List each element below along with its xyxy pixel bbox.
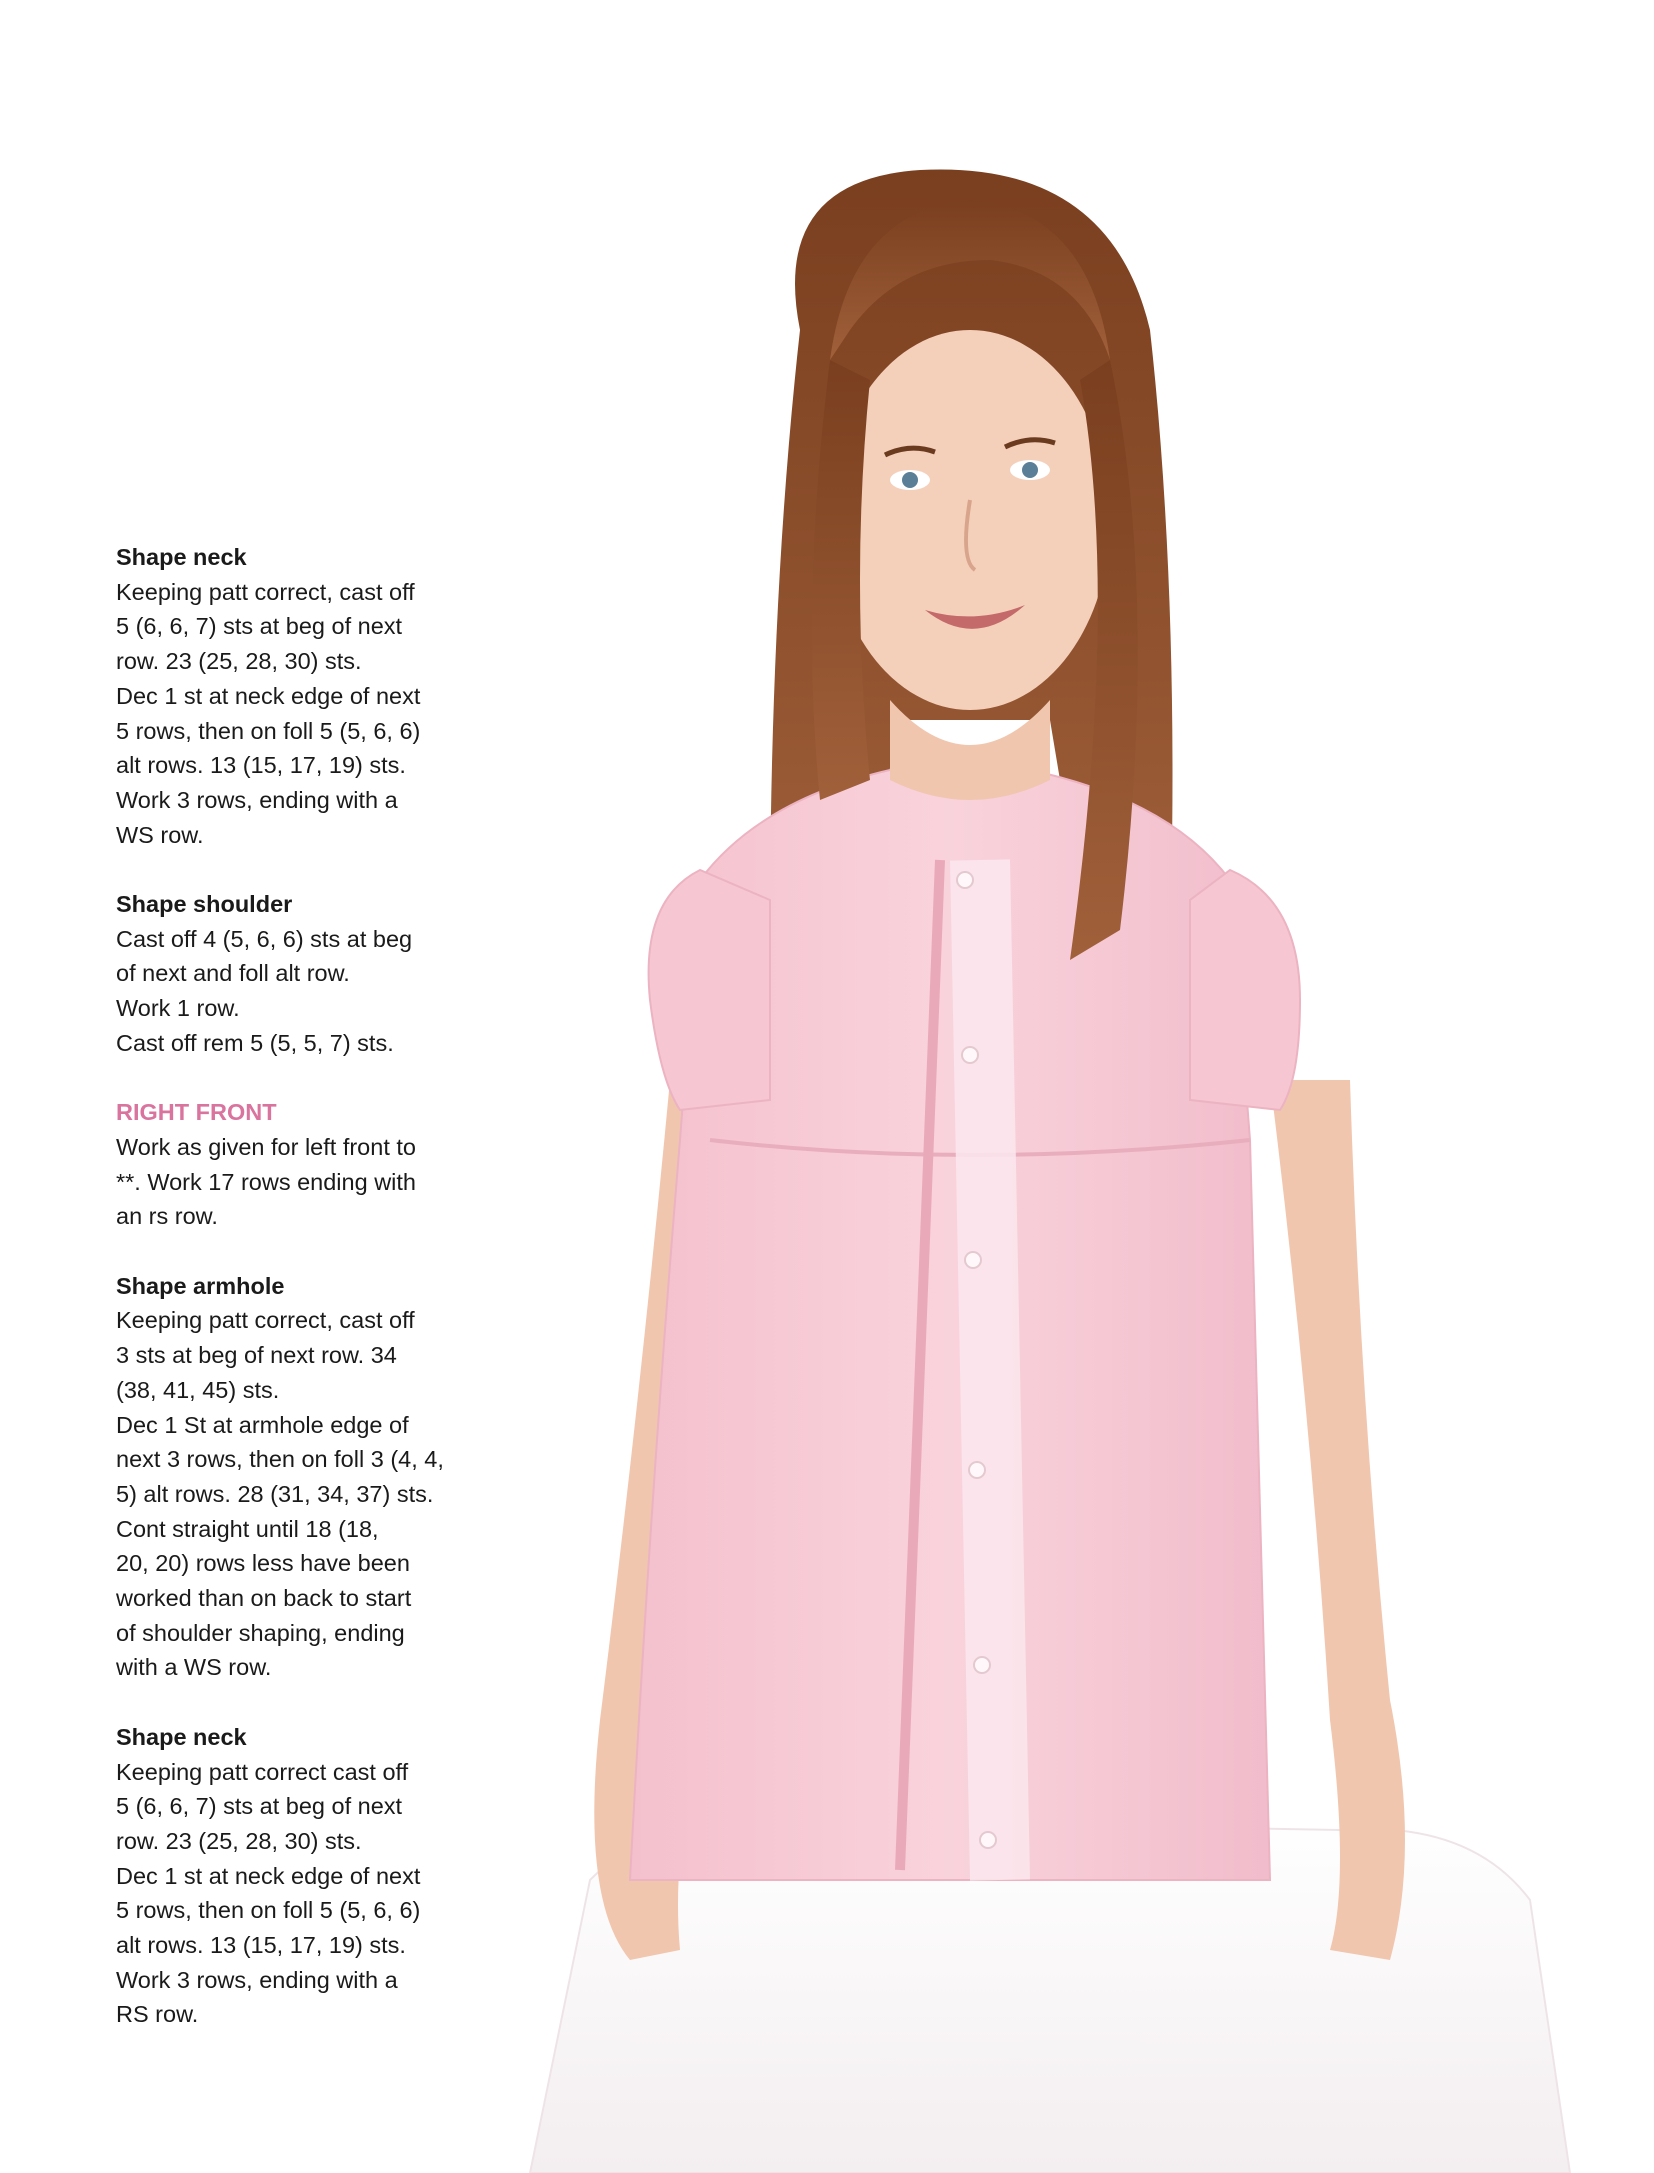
right-front-title: RIGHT FRONT (116, 1099, 277, 1126)
line: Cont straight until 18 (18, (116, 1515, 379, 1542)
line: with a WS row. (116, 1654, 272, 1681)
line: Cast off 4 (5, 6, 6) sts at beg (116, 925, 413, 952)
left-sleeve (649, 870, 770, 1110)
line: Keeping patt correct, cast off (116, 1307, 415, 1334)
line: row. 23 (25, 28, 30) sts. (116, 648, 362, 675)
shape-neck-block (116, 540, 446, 852)
line: of next and foll alt row. (116, 960, 350, 987)
line: 3 sts at beg of next row. 34 (116, 1342, 397, 1369)
line: Work 3 rows, ending with a (116, 1966, 398, 1993)
line: next 3 rows, then on foll 3 (4, 4, (116, 1446, 444, 1473)
line: Work as given for left front to (116, 1133, 416, 1160)
line: 5 rows, then on foll 5 (5, 6, 6) (116, 1897, 421, 1924)
line: 5 rows, then on foll 5 (5, 6, 6) (116, 717, 421, 744)
line: worked than on back to start (116, 1585, 412, 1612)
shape-neck-heading: Shape neck (116, 544, 247, 570)
line: Dec 1 st at neck edge of next (116, 1862, 421, 1889)
line: 20, 20) rows less have been (116, 1550, 410, 1577)
line: 5 (6, 6, 7) sts at beg of next (116, 1793, 403, 1820)
line: Keeping patt correct cast off (116, 1758, 409, 1785)
line: of shoulder shaping, ending (116, 1619, 405, 1646)
right-arm (1270, 1080, 1405, 1960)
right-sleeve (1190, 870, 1300, 1110)
shape-armhole-block (116, 1269, 446, 1685)
pattern-instructions (116, 540, 446, 2067)
line: Cast off rem 5 (5, 5, 7) sts. (116, 1029, 394, 1056)
line: Work 3 rows, ending with a (116, 786, 398, 813)
line: Dec 1 st at neck edge of next (116, 682, 421, 709)
line: 5) alt rows. 28 (31, 34, 37) sts. (116, 1480, 434, 1507)
line: Keeping patt correct, cast off (116, 578, 415, 605)
shape-neck-block-2 (116, 1720, 446, 2032)
line: Work 1 row. (116, 995, 240, 1022)
line: **. Work 17 rows ending with (116, 1168, 416, 1195)
line: Dec 1 St at armhole edge of (116, 1411, 409, 1438)
line: WS row. (116, 821, 204, 848)
shape-armhole-heading: Shape armhole (116, 1272, 285, 1299)
shape-shoulder-block (116, 887, 446, 1061)
line: (38, 41, 45) sts. (116, 1376, 280, 1403)
model-photo (470, 0, 1654, 2173)
line: alt rows. 13 (15, 17, 19) sts. (116, 752, 406, 779)
line: an rs row. (116, 1203, 218, 1230)
line: alt rows. 13 (15, 17, 19) sts. (116, 1932, 406, 1959)
line: row. 23 (25, 28, 30) sts. (116, 1827, 362, 1854)
line: 5 (6, 6, 7) sts at beg of next (116, 613, 403, 640)
shape-neck-heading-2: Shape neck (116, 1723, 247, 1750)
face (830, 330, 1110, 710)
shape-shoulder-heading: Shape shoulder (116, 891, 293, 918)
right-front-block (116, 1095, 446, 1234)
line: RS row. (116, 2001, 199, 2028)
